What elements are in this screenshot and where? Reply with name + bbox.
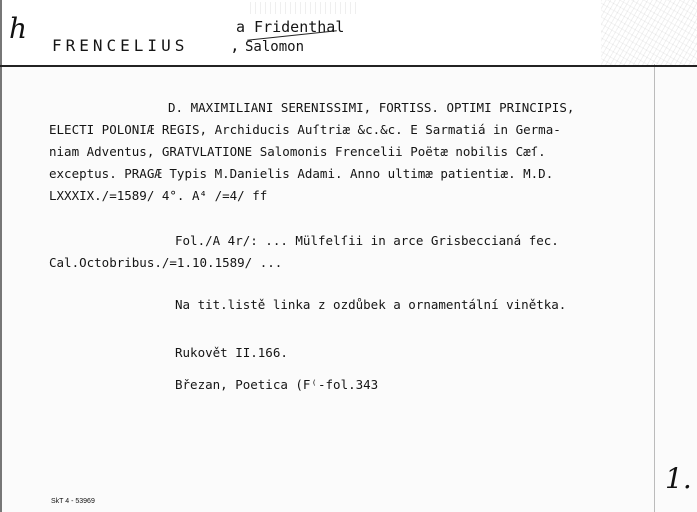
- body-line-10: Březan, Poetica (F⁽-fol.343: [175, 377, 379, 392]
- body-line-6: Fol./A 4r/: ... Mülfelſii in arce Grisbeccianá fec.: [175, 233, 559, 248]
- body-line-1: D. MAXIMILIANI SERENISSIMI, FORTISS. OPTIMI PRINCIPIS,: [168, 100, 575, 115]
- header-author-name: FRENCELIUS: [52, 36, 189, 55]
- body-line-8: Na tit.listě linka z ozdůbek a ornamentální vinětka.: [175, 297, 567, 312]
- corner-noise: [601, 0, 697, 66]
- header-place-name: a Fridenthal: [236, 18, 345, 36]
- header-given-name: Salomon: [245, 39, 305, 55]
- body-line-3: [49, 142, 546, 162]
- handwritten-mark-bottom: 1.: [665, 462, 692, 495]
- left-border-line: [0, 0, 2, 512]
- header-comma: ,: [230, 36, 240, 55]
- body-line-4: exceptus. PRAGÆ Typis M.Danielis Adami. Anno ultimæ patientiæ. M.D.: [49, 166, 554, 181]
- body-line-9: Rukovět II.166.: [175, 345, 288, 360]
- top-noise: [250, 2, 360, 14]
- right-margin-line: [654, 64, 655, 512]
- handwritten-mark-top: h: [9, 12, 28, 45]
- body-line-3-text: niam Adventus, GRATVLATIONE Salomonis Frencelii Poëtæ nobilis Cæſ.: [49, 144, 546, 159]
- header-divider: [0, 65, 697, 67]
- body-line-2: ELECTI POLONIÆ REGIS, Archiducis Auſtriæ &c.&c. E Sarmatiá in Germa-: [49, 122, 561, 137]
- body-line-7: Cal.Octobribus./=1.10.1589/ ...: [49, 255, 283, 270]
- body-line-5: LXXXIX./=1589/ 4°. A⁴ /=4/ ff: [49, 188, 268, 203]
- footer-code: SkT 4 - 53969: [51, 498, 95, 505]
